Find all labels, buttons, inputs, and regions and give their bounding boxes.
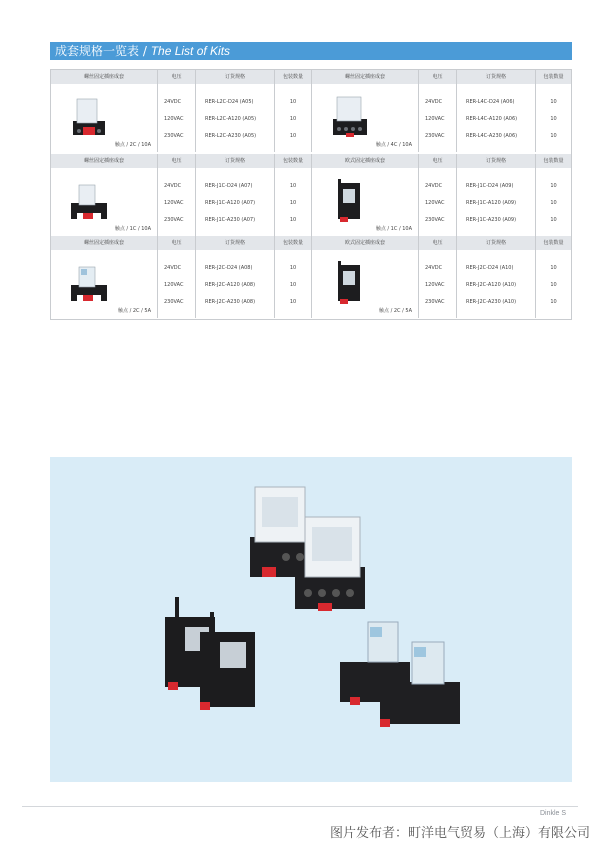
pack-qty-cell [275,84,312,152]
kit-type-header: 欧式固定插座成套 [312,236,419,250]
voltage-header: 电压 [158,70,196,84]
pack-qty: 10 [550,265,557,271]
relay-kit-image [330,177,370,227]
pack-qty-header: 包装数量 [275,154,312,168]
pack-qty: 10 [289,116,297,122]
order-code: RER-J2C-A120 (A08) [205,282,256,288]
voltage-cell [419,250,457,318]
footer-divider [22,806,578,807]
order-code: RER-J1C-A120 (A07) [205,200,256,206]
voltage-value: 120VAC [425,200,445,206]
voltage-value: 230VAC [164,299,184,305]
section-title-separator: / [139,44,151,58]
kit-image-cell [312,84,419,152]
kits-row [51,70,571,152]
section-title-bar [50,42,572,60]
section-title-en: The List of Kits [150,44,231,58]
order-code: RER-J1C-A120 (A09) [466,200,517,206]
brand-logo-text: Dinkle S [540,810,567,817]
order-code: RER-J1C-A230 (A09) [466,217,517,223]
kits-row [51,236,571,318]
pack-qty: 10 [550,299,557,305]
voltage-value: 24VDC [425,99,443,105]
order-code: RER-L4C-A230 (A06) [466,133,518,139]
voltage-value: 24VDC [425,265,443,271]
voltage-header: 电压 [419,236,457,250]
voltage-header: 电压 [419,154,457,168]
kit-image-cell [51,84,158,152]
order-code-header: 订货规格 [196,236,275,250]
order-code: RER-J1C-D24 (A09) [466,183,514,189]
order-code-cell [196,168,275,236]
voltage-value: 24VDC [164,183,182,189]
kits-row-body [51,84,571,152]
kit-type-header: 螺丝固定插座成套 [51,154,158,168]
voltage-value: 120VAC [164,282,184,288]
pack-qty: 10 [550,116,557,122]
pack-qty: 10 [289,282,297,288]
kit-image-cell [312,250,419,318]
order-code-header: 订货规格 [457,154,536,168]
order-code: RER-J1C-D24 (A07) [205,183,253,189]
voltage-value: 230VAC [164,217,184,223]
pack-qty: 10 [289,200,297,206]
kits-row-header [51,70,571,84]
contact-spec: 触点 / 2C / 10A [114,142,151,148]
section-title-cn: 成套规格一览表 [55,44,140,58]
order-code: RER-J2C-D24 (A10) [466,265,514,271]
kit-type-header: 螺丝固定插座成套 [51,236,158,250]
kits-row-body [51,168,571,236]
pack-qty: 10 [289,133,297,139]
kit-image-cell [51,250,158,318]
voltage-value: 120VAC [164,200,184,206]
relay-kit-image [330,93,370,143]
voltage-cell [419,84,457,152]
pack-qty-cell [536,250,571,318]
pack-qty-header: 包装数量 [275,236,312,250]
relay-socket-product [295,517,365,611]
contact-spec: 触点 / 1C / 10A [375,226,412,232]
voltage-value: 120VAC [425,116,445,122]
voltage-cell [419,168,457,236]
pack-qty-cell [275,250,312,318]
order-code-cell [457,84,536,152]
pack-qty-header: 包装数量 [543,240,564,246]
pack-qty-cell [275,168,312,236]
order-code: RER-J2C-D24 (A08) [205,265,253,271]
order-code: RER-L4C-A120 (A06) [466,116,518,122]
order-code-header: 订货规格 [457,70,536,84]
voltage-value: 230VAC [164,133,184,139]
pack-qty-header: 包装数量 [275,70,312,84]
kits-row-header [51,236,571,250]
relay-kit-image [69,259,109,309]
contact-spec: 触点 / 1C / 10A [114,226,151,232]
order-code: RER-J2C-A120 (A10) [466,282,517,288]
voltage-header: 电压 [158,154,196,168]
contact-spec: 触点 / 2C / 5A [117,308,151,314]
relay-kit-image [330,259,370,309]
order-code-cell [196,250,275,318]
voltage-value: 230VAC [425,133,445,139]
pack-qty: 10 [550,282,557,288]
order-code-cell [196,84,275,152]
kit-image-cell [51,168,158,236]
pack-qty-header: 包装数量 [543,74,564,80]
kits-row-header [51,154,571,168]
order-code-cell [457,168,536,236]
kit-type-header: 欧式固定插座成套 [312,154,419,168]
voltage-value: 24VDC [164,265,182,271]
order-code: RER-J2C-A230 (A08) [205,299,256,305]
voltage-header: 电压 [158,236,196,250]
relay-kit-image [69,93,109,143]
voltage-value: 120VAC [425,282,445,288]
order-code: RER-L2C-A120 (A05) [205,116,257,122]
voltage-value: 230VAC [425,299,445,305]
voltage-value: 230VAC [425,217,445,223]
order-code-cell [457,250,536,318]
product-photo [50,457,572,782]
pack-qty: 10 [289,99,297,105]
pack-qty: 10 [550,217,557,223]
kit-type-header: 螺丝固定插座成套 [312,70,419,84]
pack-qty: 10 [550,183,557,189]
kits-row-body [51,250,571,318]
pack-qty: 10 [289,217,297,223]
kit-type-header: 螺丝固定插座成套 [51,70,158,84]
order-code-header: 订货规格 [457,236,536,250]
contact-spec: 触点 / 2C / 5A [378,308,412,314]
pack-qty: 10 [289,183,297,189]
order-code: RER-L4C-D24 (A06) [466,99,515,105]
relay-product-group-image [50,457,572,782]
voltage-value: 24VDC [425,183,443,189]
kit-image-cell [312,168,419,236]
order-code-header: 订货规格 [196,154,275,168]
pack-qty: 10 [289,265,297,271]
pack-qty: 10 [289,299,297,305]
pack-qty-header: 包装数量 [543,158,564,164]
pack-qty: 10 [550,133,557,139]
pack-qty-cell [536,84,571,152]
voltage-header: 电压 [419,70,457,84]
pack-qty-cell [536,168,571,236]
contact-spec: 触点 / 4C / 10A [375,142,412,148]
voltage-value: 120VAC [164,116,184,122]
relay-kit-image [69,177,109,227]
pack-qty: 10 [550,99,557,105]
order-code: RER-J2C-A230 (A10) [466,299,517,305]
order-code: RER-L2C-A230 (A05) [205,133,257,139]
relay-socket-product [250,487,310,577]
pack-qty: 10 [550,200,557,206]
order-code: RER-L2C-D24 (A05) [205,99,254,105]
kits-row [51,154,571,236]
voltage-cell [158,84,196,152]
order-code-header: 订货规格 [196,70,275,84]
voltage-cell [158,168,196,236]
image-credit: 图片发布者：町洋电气贸易（上海）有限公司 [329,826,590,841]
order-code: RER-J1C-A230 (A07) [205,217,256,223]
voltage-cell [158,250,196,318]
kits-table [50,69,572,320]
voltage-value: 24VDC [164,99,182,105]
